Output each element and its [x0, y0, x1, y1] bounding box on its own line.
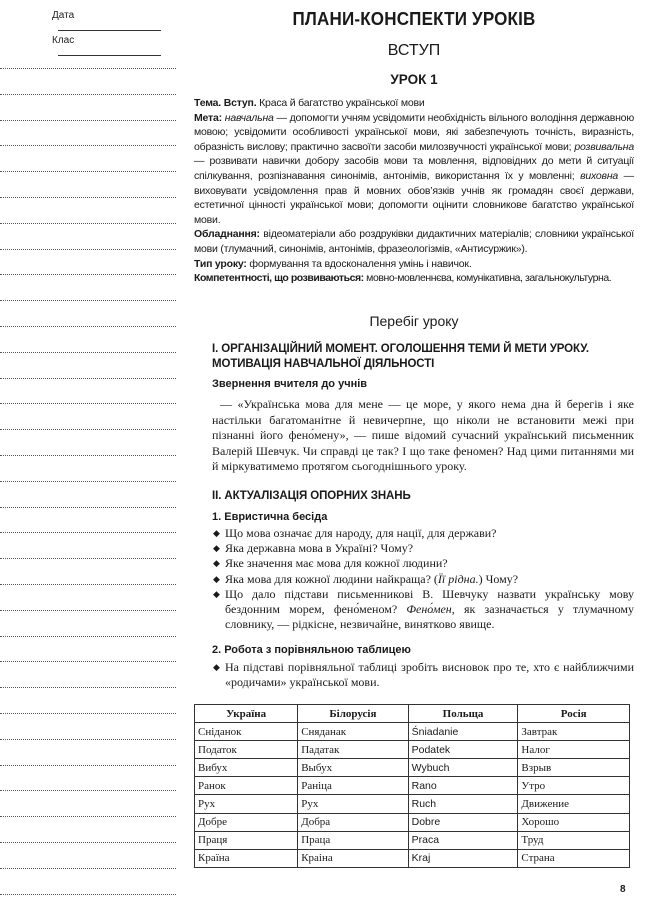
note-line	[0, 816, 176, 817]
term-italic: Фено́мен	[406, 602, 452, 617]
table-row	[195, 831, 630, 849]
note-line	[0, 765, 176, 766]
list-item	[212, 572, 634, 587]
type-text: формування та вдосконалення умінь і навичок.	[246, 257, 472, 270]
topic-line	[194, 96, 634, 111]
note-line	[0, 274, 176, 275]
table-cell: Ранок	[195, 777, 298, 795]
table-cell: Сніданок	[195, 723, 298, 741]
column-header: Білорусія	[298, 705, 408, 723]
table-task-subtitle: 2. Робота з порівняльною таблицею	[212, 644, 411, 656]
note-line	[0, 868, 176, 869]
goal-dev-text: — розвивати навички добору засобів мови та мовлення, відповідних до мети й ситуації спілкування, розпізнавання синонімів, антонімів, використання їх у мовленні;	[194, 155, 634, 182]
date-line	[58, 21, 161, 31]
question-text: Яка державна мова в Україні? Чому?	[225, 541, 414, 556]
question-list	[212, 526, 634, 632]
question-text: , як зазначається у тлумачному словнику, — рідкісне, незвичайне, винятково явище.	[225, 602, 635, 632]
topic-text: Краса й багатство української мови	[256, 97, 425, 109]
stage1-subtitle: Звернення вчителя до учнів	[212, 378, 368, 390]
note-line	[0, 584, 176, 585]
course-heading: Перебіг уроку	[369, 313, 459, 329]
table-cell: Рух	[195, 795, 298, 813]
note-line	[0, 636, 176, 637]
note-line	[0, 94, 176, 95]
section-title: ВСТУП	[387, 42, 441, 59]
page-title: ПЛАНИ-КОНСПЕКТИ УРОКІВ	[292, 8, 536, 29]
table-cell: Сняданак	[298, 723, 408, 741]
note-line	[0, 326, 176, 327]
note-line	[0, 300, 176, 301]
table-cell: Труд	[518, 831, 630, 849]
goal-learn-text: — допомогти учням усвідомити необхідність вільного володіння державною мовою; усвідомити особливості української мови, які забезпечують точність, виразність, образність вислову; практично засвоїти засоби милозвучності української мови;	[194, 111, 634, 153]
list-item	[212, 526, 634, 541]
note-line	[0, 429, 176, 430]
table-cell: Ruch	[408, 795, 518, 813]
note-line	[0, 739, 176, 740]
table-cell: Хорошо	[518, 813, 630, 831]
table-row	[195, 849, 630, 867]
stage1-title: І. ОРГАНІЗАЦІЙНИЙ МОМЕНТ. ОГОЛОШЕННЯ ТЕМИ Й МЕТИ УРОКУ. МОТИВАЦІЯ НАВЧАЛЬНОЇ ДІЯЛЬНОСТІ	[212, 343, 589, 370]
question-text: ) Чому?	[478, 571, 519, 586]
table-cell: Податок	[195, 741, 298, 759]
goal-learn-label: навчальна	[224, 111, 274, 124]
note-line	[0, 68, 176, 69]
teacher-address-text: — «Українська мова для мене — це море, у якого нема дна й берегів і яке настільки багатоманітне й невичерпне, що ніколи не встановити межі при пізнанні його фено́мену», — пише відомий сучасний український письменник Валерій Шевчук. Чи справді це так? І що таке феномен? Над цими питаннями ми й міркуватимемо протягом сьогоднішнього уроку.	[212, 397, 634, 473]
table-cell: Праця	[195, 831, 298, 849]
equipment-text: відеоматеріали або роздруківки дидактичних матеріалів; словники української мови (тлумачний, синонімів, антонімів, фразеологізмів, «Антисуржик»).	[194, 228, 634, 255]
answer-hint: Її рідна.	[437, 571, 479, 586]
column-header: Росія	[518, 705, 630, 723]
list-item	[212, 541, 634, 556]
competence-label: Компетентності, що розвиваються:	[194, 272, 364, 285]
table-cell: Śniadanie	[408, 723, 518, 741]
goal-edu-text: — виховувати усвідомлення прав й мовних обов’язків учнів як громадян своєї держави, естетичної цінності української мови; допомогти оцінити словникове багатство української мови.	[194, 169, 634, 226]
question-text: Що мова означає для народу, для нації, для держави?	[225, 526, 497, 540]
competence-line	[194, 271, 634, 286]
note-line	[0, 352, 176, 353]
lesson-title: УРОК 1	[390, 72, 438, 87]
list-item	[212, 660, 634, 690]
table-body	[195, 723, 630, 868]
note-line	[0, 197, 176, 198]
note-line	[0, 378, 176, 379]
table-cell: Добра	[298, 813, 408, 831]
topic-label: Тема. Вступ.	[194, 97, 257, 109]
note-line	[0, 403, 176, 404]
note-line	[0, 223, 176, 224]
task-text: На підставі порівняльної таблиці зробіть висновок про те, хто є найближчими «родичами» української мови.	[225, 660, 634, 690]
table-cell: Вибух	[195, 759, 298, 777]
table-cell: Praca	[408, 831, 518, 849]
comparison-table	[194, 704, 630, 868]
table-cell: Страна	[518, 849, 630, 867]
table-cell: Падатак	[298, 741, 408, 759]
table-cell: Rano	[408, 777, 518, 795]
lesson-meta	[194, 96, 634, 286]
note-line	[0, 532, 176, 533]
type-line	[194, 257, 634, 272]
bullet-icon: ◆	[213, 558, 220, 569]
bullet-icon: ◆	[213, 543, 220, 554]
list-item	[212, 587, 634, 633]
goal-edu-label: виховна	[580, 169, 619, 182]
note-line	[0, 790, 176, 791]
note-line	[0, 661, 176, 662]
table-cell: Движение	[518, 795, 630, 813]
question-text: Яке значення має мова для кожної людини?	[225, 556, 448, 571]
page-number: 8	[620, 884, 626, 895]
table-cell: Налог	[518, 741, 630, 759]
table-row	[195, 723, 630, 741]
note-line	[0, 455, 176, 456]
competence-text: мовно-мовленнєва, комунікативна, загальнокультурна.	[363, 272, 612, 285]
table-row	[195, 759, 630, 777]
table-cell: Dobre	[408, 813, 518, 831]
table-cell: Рух	[298, 795, 408, 813]
bullet-icon: ◆	[213, 588, 220, 599]
class-field	[52, 35, 180, 59]
goal-dev-label: розвивальна	[574, 140, 634, 153]
class-label: Клас	[52, 35, 75, 46]
table-row	[195, 777, 630, 795]
note-line	[0, 558, 176, 559]
heuristic-subtitle: 1. Евристична бесіда	[212, 511, 328, 523]
date-field	[52, 10, 180, 34]
note-line	[0, 145, 176, 146]
note-line	[0, 481, 176, 482]
note-line	[0, 249, 176, 250]
column-header: Україна	[195, 705, 298, 723]
note-line	[0, 171, 176, 172]
note-line	[0, 713, 176, 714]
table-cell: Праца	[298, 831, 408, 849]
table-cell: Podatek	[408, 741, 518, 759]
table-cell: Kraj	[408, 849, 518, 867]
table-header-row	[195, 705, 630, 723]
question-text: Що дало підстави письменникові В. Шевчуку назвати українську мову бездонним морем, фено́меном?	[225, 586, 634, 617]
table-row	[195, 795, 630, 813]
goal-paragraph	[194, 111, 634, 228]
table-cell: Утро	[518, 777, 630, 795]
note-line	[0, 610, 176, 611]
note-line	[0, 842, 176, 843]
table-cell: Wybuch	[408, 759, 518, 777]
table-cell: Краіна	[298, 849, 408, 867]
date-label: Дата	[52, 10, 75, 21]
column-header: Польща	[408, 705, 518, 723]
table-cell: Взрыв	[518, 759, 630, 777]
table-cell: Раніца	[298, 777, 408, 795]
table-cell: Країна	[195, 849, 298, 867]
task-list	[212, 660, 634, 690]
bullet-icon: ◆	[213, 573, 220, 584]
table-cell: Добре	[195, 813, 298, 831]
teacher-address	[212, 397, 634, 475]
table-cell: Выбух	[298, 759, 408, 777]
table-row	[195, 813, 630, 831]
note-line	[0, 894, 176, 895]
note-line	[0, 507, 176, 508]
bullet-icon: ◆	[213, 662, 220, 672]
equipment-label: Обладнання:	[194, 228, 260, 241]
stage2-title: ІІ. АКТУАЛІЗАЦІЯ ОПОРНИХ ЗНАНЬ	[212, 490, 411, 502]
question-text: Яка мова для кожної людини найкраща? (	[225, 571, 438, 586]
note-line	[0, 120, 176, 121]
table-cell: Завтрак	[518, 723, 630, 741]
margin-column	[0, 0, 180, 900]
note-line	[0, 687, 176, 688]
class-line	[58, 46, 161, 56]
bullet-icon: ◆	[213, 528, 220, 538]
table-row	[195, 741, 630, 759]
list-item	[212, 556, 634, 571]
goal-label: Мета:	[194, 111, 222, 124]
equipment-paragraph	[194, 227, 634, 256]
type-label: Тип уроку:	[194, 257, 247, 270]
